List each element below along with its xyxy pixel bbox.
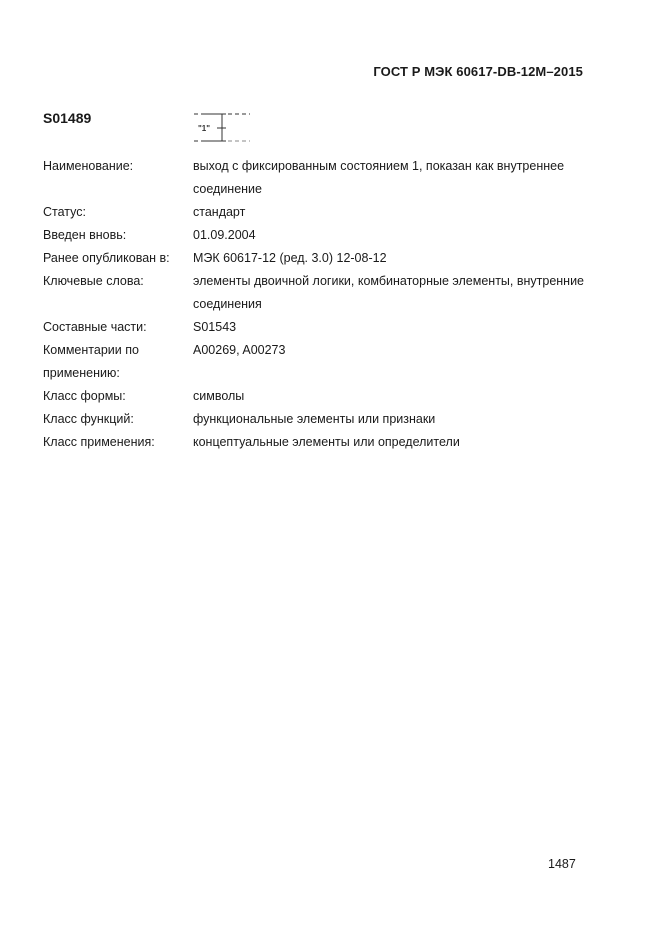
symbol-label: "1" [198, 124, 211, 133]
property-label: Ключевые слова: [43, 274, 144, 288]
page-number: 1487 [548, 857, 576, 871]
property-row-shape-class [43, 385, 603, 408]
property-label: Ранее опубликован в: [43, 251, 170, 265]
property-list [43, 155, 603, 454]
property-label: Класс формы: [43, 389, 126, 403]
property-value: A00269, A00273 [193, 343, 286, 357]
property-value: выход с фиксированным состоянием 1, показан как внутреннее соединение [193, 159, 565, 196]
property-row-introduced [43, 224, 603, 247]
entry-code: S01489 [43, 110, 92, 126]
property-value: S01543 [193, 320, 237, 334]
property-value: 01.09.2004 [193, 228, 256, 242]
property-label: Комментарии по применению: [43, 343, 139, 380]
property-label: Составные части: [43, 320, 147, 334]
property-row-application-class [43, 431, 603, 454]
property-row-keywords [43, 270, 603, 316]
property-row-previously-published [43, 247, 603, 270]
property-row-function-class [43, 408, 603, 431]
property-label: Наименование: [43, 159, 134, 173]
property-label: Введен вновь: [43, 228, 127, 242]
property-row-status [43, 201, 603, 224]
property-row-name [43, 155, 603, 201]
property-row-application-notes [43, 339, 603, 385]
property-value: стандарт [193, 205, 246, 219]
property-label: Статус: [43, 205, 86, 219]
property-label: Класс применения: [43, 435, 155, 449]
document-standard-header: ГОСТ Р МЭК 60617-DB-12M–2015 [373, 64, 583, 79]
property-value: элементы двоичной логики, комбинаторные элементы, внутренние соединения [193, 274, 585, 311]
property-value: МЭК 60617-12 (ред. 3.0) 12-08-12 [193, 251, 387, 265]
fixed-state-output-symbol-icon [192, 108, 256, 148]
property-label: Класс функций: [43, 412, 134, 426]
property-row-components [43, 316, 603, 339]
property-value: функциональные элементы или признаки [193, 412, 436, 426]
property-value: символы [193, 389, 245, 403]
property-value: концептуальные элементы или определители [193, 435, 460, 449]
